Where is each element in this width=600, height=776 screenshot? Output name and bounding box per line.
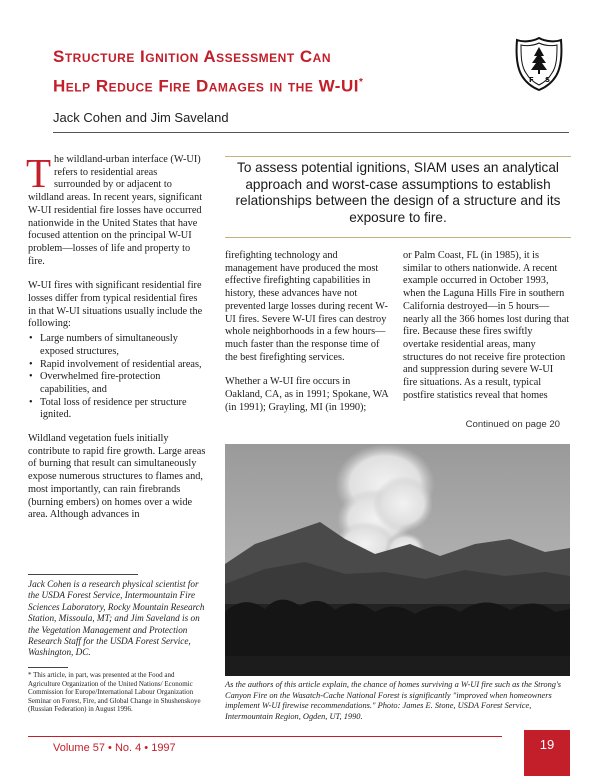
paragraph-2: W-UI fires with significant residential fire losses differ from typical residential fires in that W-UI situations usually include the following: (28, 280, 203, 330)
footer-rule (28, 736, 502, 737)
column-2 (225, 250, 390, 414)
paragraph: firefighting technology and management have produced the most effective firefighting capabilities in history, these advances have not prevented large losses during recent W-UI fires. Severe W-UI fires can destroy whole neighborhoods in a few hours—much faster than the response time of the best firefighting services. (225, 250, 388, 363)
list-item: • Rapid involvement of residential areas, (40, 359, 206, 372)
drop-cap: T (26, 150, 52, 196)
header-rule (53, 132, 569, 133)
list-item: • Large numbers of simultaneously exposed structures, (40, 333, 206, 358)
intro-paragraph (26, 150, 206, 268)
title-line-1: Structure Ignition Assessment Can (53, 47, 331, 66)
author-bio: Jack Cohen is a research physical scientist for the USDA Forest Service, Intermountain Fire Sciences Laboratory, Rocky Mountain Research Station, Missoula, MT; and Jim Saveland is on the Vegetation Management and Protection Research Staff for the USDA Forest Service, Washington, DC. (28, 579, 205, 658)
title-footnote-mark: * (358, 77, 364, 88)
authors: Jack Cohen and Jim Saveland (53, 110, 229, 125)
volume-info: Volume 57 • No. 4 • 1997 (53, 742, 176, 754)
svg-text:S: S (545, 76, 551, 84)
footnote-rule (28, 667, 68, 668)
paragraph-3: Wildland vegetation fuels initially contribute to rapid fire growth. Large areas of burning that result can simultaneously expose numerous structures to flames and, most importantly, can rain firebrands (burning embers) on homes over a wide area. Although advances in (28, 433, 206, 521)
bullet-list (28, 333, 206, 422)
column-1 (26, 150, 206, 522)
wildfire-photo (225, 444, 570, 676)
article-title (53, 44, 513, 100)
page-number: 19 (524, 730, 570, 776)
title-line-2-text: Help Reduce Fire Damages in the W-UI (53, 76, 359, 96)
photo-caption: As the authors of this article explain, the chance of homes surviving a W-UI fire such as the Strong's Canyon Fire on the Wasatch-Cache National Forest is significantly "improved when homeowners implement W-UI firewise recommendations." Photo: James E. Stone, USDA Forest Service, Intermountain Region, Ogden, UT, 1990. (225, 680, 562, 721)
list-item: • Total loss of residence per structure ignited. (40, 397, 206, 422)
title-line-2 (53, 70, 513, 100)
column-3 (403, 250, 570, 402)
paragraph: or Palm Coast, FL (in 1985), it is similar to others nationwide. A recent example occurred in October 1993, when the Laguna Hills Fire in southern California destroyed—in 5 hours—nearly all the 366 homes lost during that fire. Because these fires swiftly overtake residential areas, many structures do not receive fire protection and suppression during severe W-UI fire situations. As a result, typical postfire statistics reveal that homes (403, 250, 570, 401)
bio-rule (28, 574, 138, 575)
continued-note: Continued on page 20 (465, 419, 560, 430)
footnote: * This article, in part, was presented at the Food and Agriculture Organization of the United Nations/ Economic Commission for Europe/International Labour Organization Seminar on Forest, Fire, and Global Change in Shushenskoye (Russian Federation) in August 1996. (28, 671, 201, 714)
forest-service-shield-icon (514, 36, 564, 92)
intro-paragraph-text: he wildland-urban interface (W-UI) refers to residential areas surrounded by or adjacent to wildland areas. In recent years, significant W-UI residential fire losses have occurred nationwide in the United States that have focused attention on the principal W-UI problem—losses of life and property to fire. (28, 154, 203, 267)
paragraph: Whether a W-UI fire occurs in Oakland, CA, as in 1991; Spokane, WA (in 1991); Grayling, MI (in 1990); (225, 376, 389, 413)
pull-quote: To assess potential ignitions, SIAM uses an analytical approach and worst-case assumptions to establish relationships between the design of a structure and its exposure to fire. (235, 160, 561, 225)
svg-text:F: F (529, 76, 534, 84)
list-item: • Overwhelmed fire-protection capabilities, and (40, 371, 206, 396)
